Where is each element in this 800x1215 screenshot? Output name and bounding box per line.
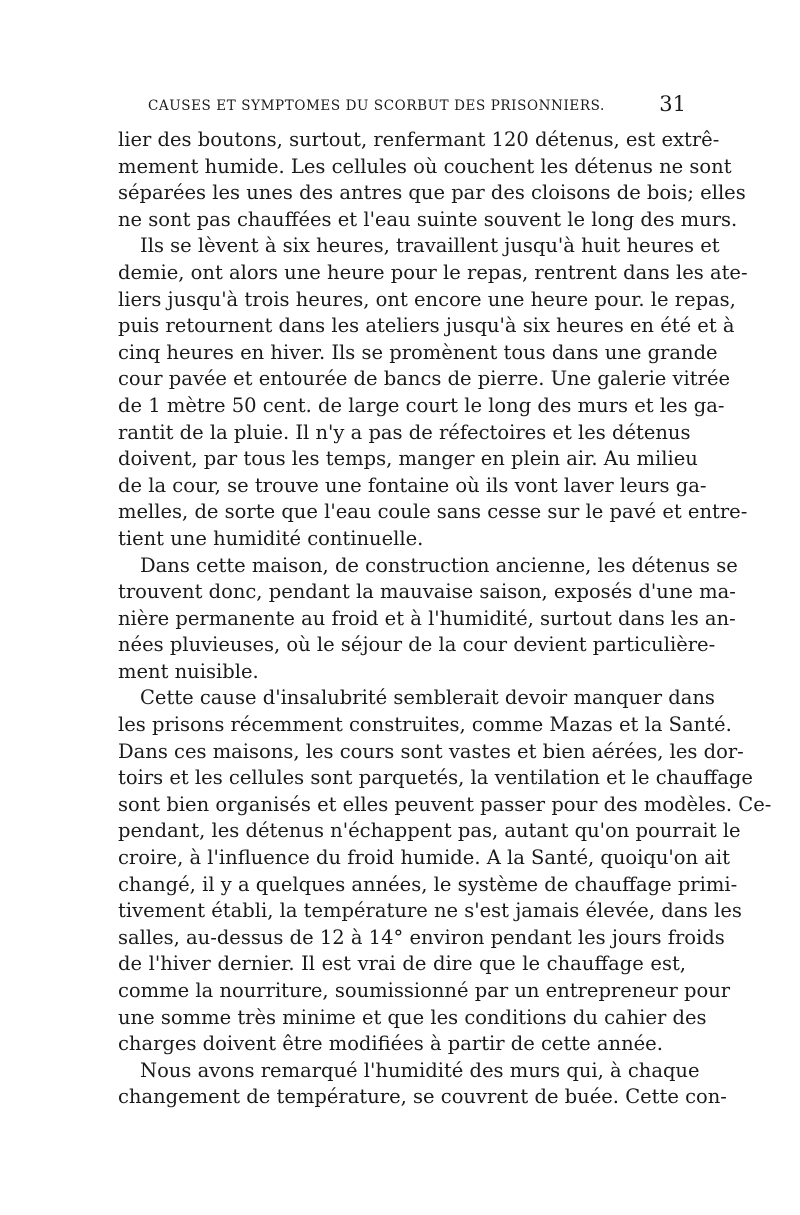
text-line: croire, à l'influence du froid humide. A la Santé, quoiqu'on ait	[118, 846, 730, 870]
text-line: Nous avons remarqué l'humidité des murs qui, à chaque	[140, 1058, 700, 1082]
body-text	[118, 127, 772, 1111]
text-line: de l'hiver dernier. Il est vrai de dire que le chauffage est,	[118, 952, 686, 976]
text-line: Ils se lèvent à six heures, travaillent jusqu'à huit heures et	[140, 234, 720, 258]
text-line: séparées les unes des antres que par des cloisons de bois; elles	[118, 181, 746, 205]
text-line: charges doivent être modifiées à partir de cette année.	[118, 1032, 663, 1056]
text-line: changement de température, se couvrent de buée. Cette con-	[118, 1085, 727, 1109]
running-head	[118, 92, 686, 118]
text-line: ment nuisible.	[118, 659, 259, 683]
text-line: ne sont pas chauffées et l'eau suinte souvent le long des murs.	[118, 207, 738, 231]
text-line: de 1 mètre 50 cent. de large court le long des murs et les ga-	[118, 393, 725, 417]
text-line: lier des boutons, surtout, renfermant 120 détenus, est extrê-	[118, 128, 720, 151]
text-line: liers jusqu'à trois heures, ont encore une heure pour. le repas,	[118, 287, 736, 311]
text-line: rantit de la pluie. Il n'y a pas de réfectoires et les détenus	[118, 420, 691, 444]
text-line: une somme très minime et que les conditions du cahier des	[118, 1005, 707, 1029]
text-line: trouvent donc, pendant la mauvaise saison, exposés d'une ma-	[118, 580, 736, 604]
text-line: mement humide. Les cellules où couchent les détenus ne sont	[118, 154, 732, 178]
text-line: salles, au-dessus de 12 à 14° environ pendant les jours froids	[118, 925, 725, 949]
text-line: pendant, les détenus n'échappent pas, autant qu'on pourrait le	[118, 819, 741, 843]
text-line: cour pavée et entourée de bancs de pierre. Une galerie vitrée	[118, 367, 731, 391]
text-line: doivent, par tous les temps, manger en plein air. Au milieu	[118, 447, 698, 471]
text-line: melles, de sorte que l'eau coule sans cesse sur le pavé et entre-	[118, 500, 748, 524]
text-line: Cette cause d'insalubrité semblerait devoir manquer dans	[140, 686, 715, 710]
text-line: Dans ces maisons, les cours sont vastes et bien aérées, les dor-	[118, 739, 744, 763]
text-line: changé, il y a quelques années, le système de chauffage primi-	[118, 872, 738, 896]
text-line: toirs et les cellules sont parquetés, la ventilation et le chauffage	[118, 766, 753, 790]
text-line: tivement établi, la température ne s'est jamais élevée, dans les	[118, 899, 742, 923]
running-head-title: CAUSES ET SYMPTOMES DU SCORBUT DES PRISONNIERS.	[148, 98, 605, 114]
text-line: Dans cette maison, de construction ancienne, les détenus se	[140, 553, 738, 577]
text-line: de la cour, se trouve une fontaine où ils vont laver leurs ga-	[118, 473, 707, 497]
text-line: demie, ont alors une heure pour le repas, rentrent dans les ate-	[118, 260, 748, 284]
page-number: 31	[659, 92, 686, 116]
text-line: sont bien organisés et elles peuvent passer pour des modèles. Ce-	[118, 792, 772, 816]
text-line: puis retournent dans les ateliers jusqu'à six heures en été et à	[118, 314, 735, 338]
text-line: les prisons récemment construites, comme Mazas et la Santé.	[118, 713, 732, 737]
text-line: comme la nourriture, soumissionné par un entrepreneur pour	[118, 979, 731, 1002]
text-line: nière permanente au froid et à l'humidité, surtout dans les an-	[118, 606, 736, 630]
text-line: cinq heures en hiver. Ils se promènent tous dans une grande	[118, 340, 718, 364]
text-line: tient une humidité continuelle.	[118, 526, 424, 550]
text-line: nées pluvieuses, où le séjour de la cour devient particulière-	[118, 633, 716, 657]
